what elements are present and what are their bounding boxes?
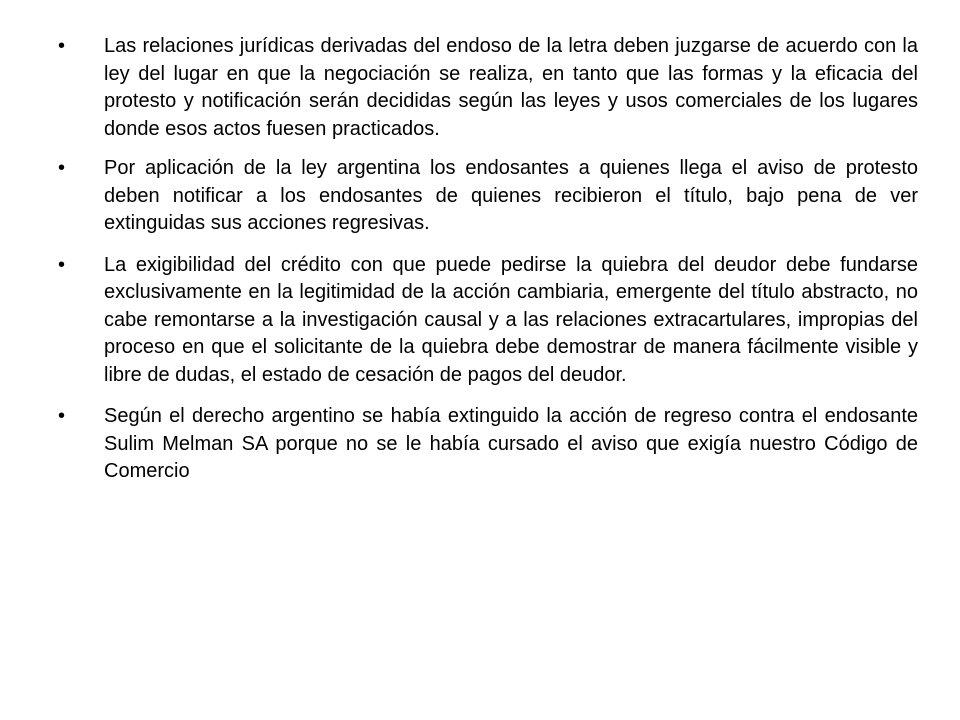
bullet-text: La exigibilidad del crédito con que puede pedirse la quiebra del deudor debe fundarse exclusivamente en la legitimidad de la acción cambiaria, emergente del título abstracto, no cabe remontarse a la investigación causal y a las relaciones extracartulares, impropias del proceso en que el solicitante de la quiebra debe demostrar de manera fácilmente visible y libre de dudas, el estado de cesación de pagos del deudor.: [104, 253, 918, 386]
bullet-item: [58, 155, 918, 238]
bullet-marker: •: [58, 253, 66, 276]
bullet-marker: •: [58, 157, 66, 179]
bullet-item: [58, 252, 918, 390]
bullet-list: [58, 33, 918, 498]
bullet-marker: •: [58, 35, 66, 57]
bullet-text: Por aplicación de la ley argentina los endosantes a quienes llega el aviso de protesto deben notificar a los endosantes de quienes recibieron el título, bajo pena de ver extinguidas sus acciones regresivas.: [104, 157, 918, 234]
bullet-text: Las relaciones jurídicas derivadas del endoso de la letra deben juzgarse de acuerdo con la ley del lugar en que la negociación se realiza, en tanto que las formas y la eficacia del protesto y notificación serán decididas según las leyes y usos comerciales de los lugares donde esos actos fuesen practicados.: [104, 35, 918, 140]
bullet-text: Según el derecho argentino se había extinguido la acción de regreso contra el endosante Sulim Melman SA porque no se le había cursado el aviso que exigía nuestro Código de Comercio: [104, 405, 918, 482]
bullet-item: [58, 33, 918, 143]
bullet-item: [58, 403, 918, 486]
bullet-marker: •: [58, 405, 66, 427]
